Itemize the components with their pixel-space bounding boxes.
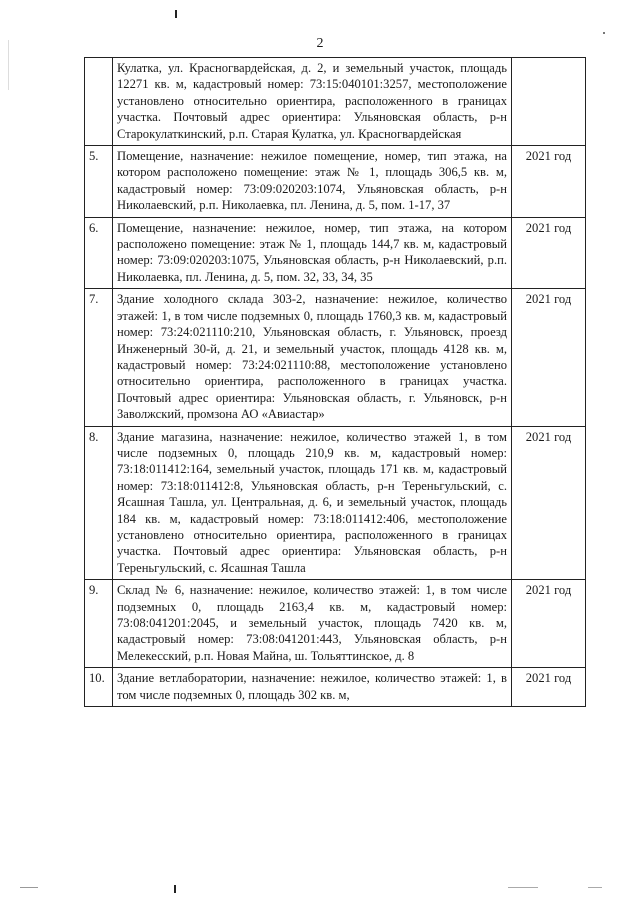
scan-mark-bottom-right	[508, 887, 538, 888]
row-year: 2021 год	[512, 426, 586, 580]
property-table	[84, 57, 586, 707]
property-description: Здание магазина, назначение: нежилое, количество этажей 1, в том числе подземных 0, площадь 210,9 кв. м, кадастровый номер: 73:18:011412:164, земельный участок, площадь 171 кв. м, кадастровый номер: 73:18:011412:8, Ульяновская область, р-н Тереньгульский, с. Ясашная Ташла, ул. Центральная, д. 6, и земельный участок, площадь 184 кв. м, кадастровый номер: 73:18:011412:406, местоположение установлено относительно ориентира, расположенного в границах участка. Почтовый адрес ориентира: Ульяновская область, р-н Тереньгульский, с. Ясашная Ташла	[113, 426, 512, 580]
row-year: 2021 год	[512, 668, 586, 707]
table-row	[85, 668, 586, 707]
table-row	[85, 426, 586, 580]
row-number	[85, 58, 113, 146]
row-year: 2021 год	[512, 217, 586, 289]
scan-mark-bottom	[174, 885, 176, 893]
row-year	[512, 58, 586, 146]
property-description: Здание ветлаборатории, назначение: нежилое, количество этажей: 1, в том числе подземных 0, площадь 302 кв. м,	[113, 668, 512, 707]
row-number: 8.	[85, 426, 113, 580]
scan-mark-top	[175, 10, 177, 18]
row-year: 2021 год	[512, 289, 586, 426]
page-number: 2	[316, 36, 324, 51]
row-year: 2021 год	[512, 146, 586, 218]
row-number: 5.	[85, 146, 113, 218]
row-number: 6.	[85, 217, 113, 289]
table-row	[85, 58, 586, 146]
scan-mark-corner	[603, 32, 605, 34]
row-year: 2021 год	[512, 580, 586, 668]
property-description: Помещение, назначение: нежилое помещение, номер, тип этажа, на котором расположено помещение: этаж № 1, площадь 306,5 кв. м, кадастровый номер: 73:09:020203:1074, Ульяновская область, р-н Николаевский, р.п. Николаевка, пл. Ленина, д. 5, пом. 1-17, 37	[113, 146, 512, 218]
table-row	[85, 146, 586, 218]
scan-mark-bottom-left	[20, 887, 38, 888]
table-row	[85, 580, 586, 668]
row-number: 7.	[85, 289, 113, 426]
table-row	[85, 289, 586, 426]
scan-mark-bottom-right	[588, 887, 602, 888]
row-number: 9.	[85, 580, 113, 668]
table-row	[85, 217, 586, 289]
row-number: 10.	[85, 668, 113, 707]
property-description: Склад № 6, назначение: нежилое, количество этажей: 1, в том числе подземных 0, площадь 2163,4 кв. м, кадастровый номер: 73:08:041201:2045, и земельный участок, площадь 7420 кв. м, кадастровый номер: 73:08:041201:443, Ульяновская область, р-н Мелекесский, р.п. Новая Майна, ш. Тольяттинское, д. 8	[113, 580, 512, 668]
property-description: Помещение, назначение: нежилое, номер, тип этажа, на котором расположено помещение: этаж № 1, площадь 144,7 кв. м, кадастровый номер: 73:09:020203:1075, Ульяновская область, р-н Николаевский, р.п. Николаевка, пл. Ленина, д. 5, пом. 32, 33, 34, 35	[113, 217, 512, 289]
property-description: Кулатка, ул. Красногвардейская, д. 2, и земельный участок, площадь 12271 кв. м, кадастровый номер: 73:15:040101:3257, местоположение установлено относительно ориентира, расположенного в границах участка. Почтовый адрес ориентира: Ульяновская область, р-н Старокулаткинский, р.п. Старая Кулатка, ул. Красногвардейская	[113, 58, 512, 146]
property-description: Здание холодного склада 303-2, назначение: нежилое, количество этажей: 1, в том числе подземных 0, площадь 1760,3 кв. м, кадастровый номер: 73:24:021110:210, Ульяновская область, г. Ульяновск, проезд Инженерный 30-й, д. 21, и земельный участок, площадь 4128 кв. м, кадастровый номер: 73:24:021110:88, местоположение установлено относительно ориентира, расположенного в границах участка. Почтовый адрес ориентира: Ульяновская область, г. Ульяновск, р-н Заволжский, промзона АО «Авиастар»	[113, 289, 512, 426]
